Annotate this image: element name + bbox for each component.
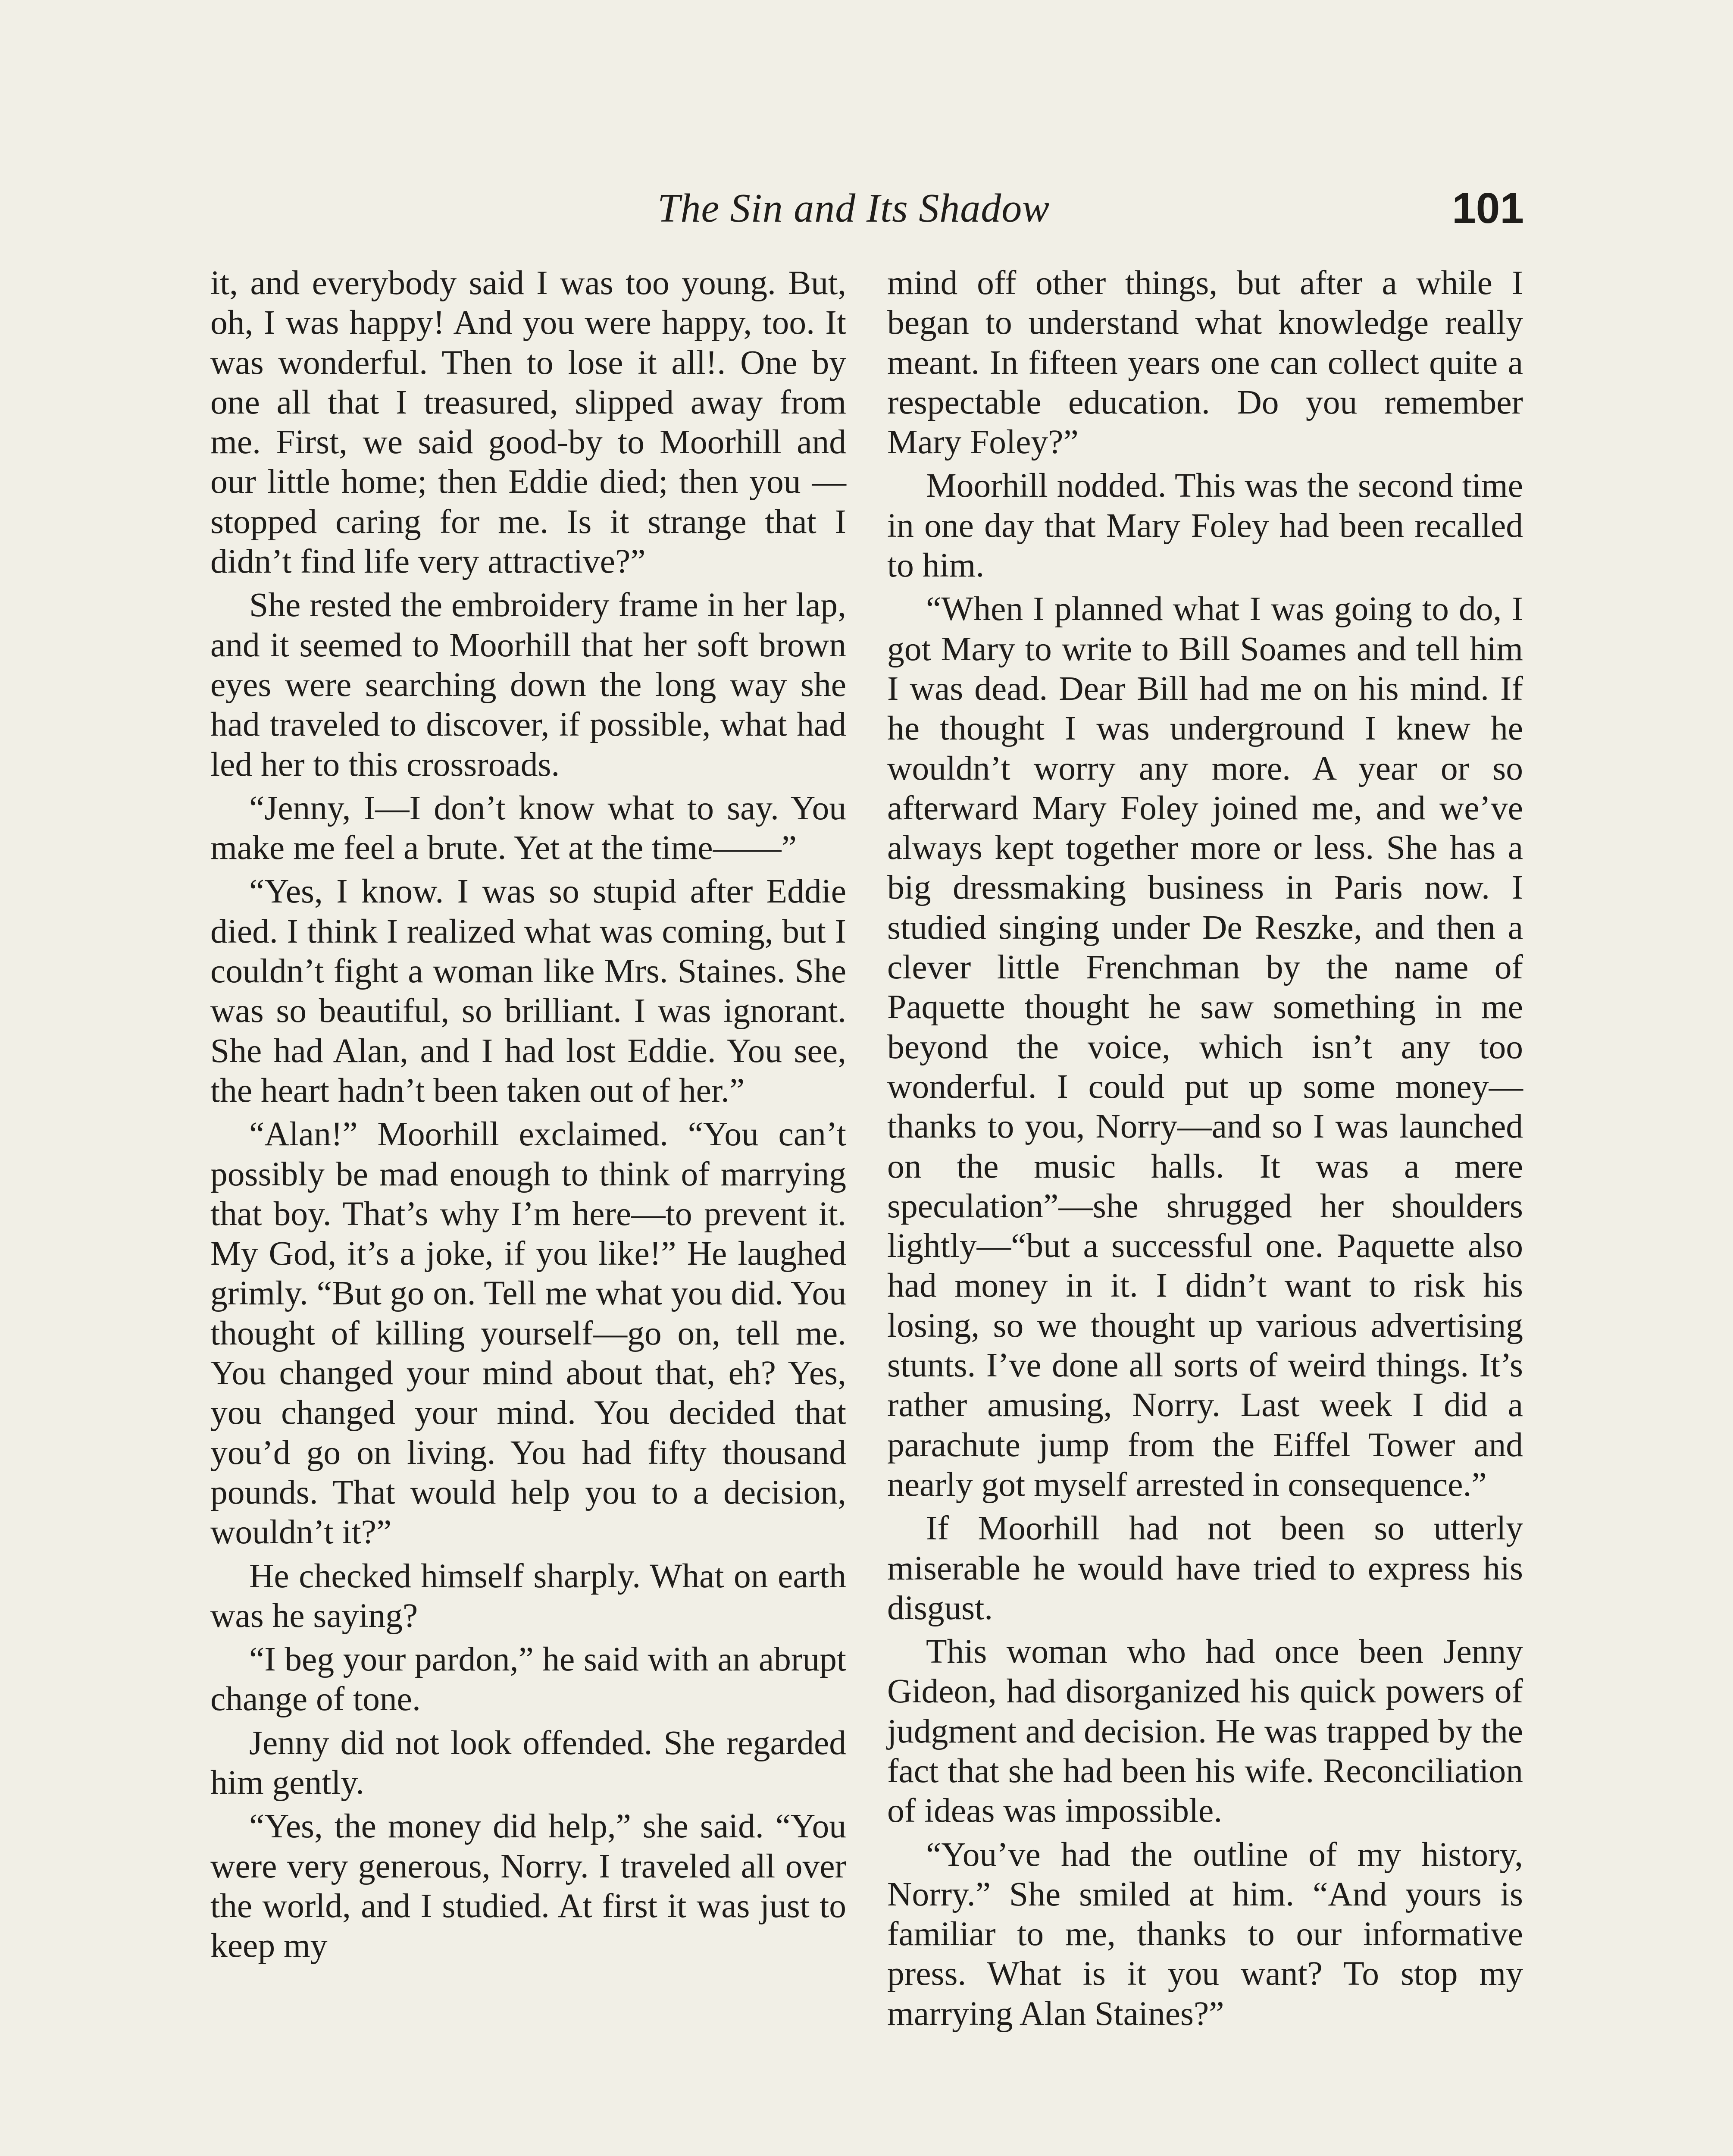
left-column bbox=[210, 263, 846, 1969]
page-number: 101 bbox=[1452, 184, 1524, 232]
paragraph: This woman who had once been Jenny Gideon, had disorganized his quick powers of judgment and decision. He was trapped by the fact that she had been his wife. Reconciliation of ideas was impossible. bbox=[887, 1633, 1523, 1830]
running-title: The Sin and Its Shadow bbox=[657, 186, 1050, 231]
paragraph: Moorhill nodded. This was the second time in one day that Mary Foley had been recalled to him. bbox=[887, 467, 1523, 585]
paragraph: Jenny did not look offended. She regarded him gently. bbox=[210, 1724, 846, 1802]
paragraph: “When I planned what I was going to do, I got Mary to write to Bill Soames and tell him I was dead. Dear Bill had me on his mind. If he thought I was underground I knew he wouldn’t worry any more. A year or so afterward Mary Foley joined me, and we’ve always kept together more or less. She has a big dressmaking business in Paris now. I studied singing under De Reszke, and then a clever little Frenchman by the name of Paquette thought he saw something in me beyond the voice, which isn’t any too wonderful. I could put up some money—thanks to you, Norry—and so I was launched on the music halls. It was a mere speculation”—she shrugged her shoulders lightly—“but a successful one. Paquette also had money in it. I didn’t want to risk his losing, so we thought up various advertising stunts. I’ve done all sorts of weird things. It’s rather amusing, Norry. Last week I did a parachute jump from the Eiffel Tower and nearly got myself arrested in consequence.” bbox=[887, 590, 1523, 1504]
paragraph: “You’ve had the outline of my history, Norry.” She smiled at him. “And yours is familiar to me, thanks to our informative press. What is it you want? To stop my marrying Alan Staines?” bbox=[887, 1835, 1523, 2033]
paragraph: it, and everybody said I was too young. But, oh, I was happy! And you were happy, too. It was wonderful. Then to lose it all!. One by one all that I treasured, slipped away from me. First, we said good-by to Moorhill and our little home; then Eddie died; then you —stopped caring for me. Is it strange that I didn’t find life very attractive?” bbox=[210, 264, 846, 581]
paragraph: She rested the embroidery frame in her lap, and it seemed to Moorhill that her soft brown eyes were searching down the long way she had traveled to discover, if possible, what had led her to this crossroads. bbox=[210, 586, 846, 783]
paragraph: “Jenny, I—I don’t know what to say. You make me feel a brute. Yet at the time——” bbox=[210, 789, 846, 867]
paragraph: “Yes, I know. I was so stupid after Eddie died. I think I realized what was coming, but I couldn’t fight a woman like Mrs. Staines. She was so beautiful, so brilliant. I was ignorant. She had Alan, and I had lost Eddie. You see, the heart hadn’t been taken out of her.” bbox=[210, 872, 846, 1109]
paragraph: “I beg your pardon,” he said with an abrupt change of tone. bbox=[210, 1640, 846, 1718]
paragraph: “Yes, the money did help,” she said. “You were very generous, Norry. I traveled all over the world, and I studied. At first it was just to keep my bbox=[210, 1807, 846, 1965]
right-column bbox=[887, 263, 1523, 2037]
paragraph: He checked himself sharply. What on earth was he saying? bbox=[210, 1557, 846, 1635]
paragraph: If Moorhill had not been so utterly miserable he would have tried to express his disgust. bbox=[887, 1509, 1523, 1627]
paragraph: “Alan!” Moorhill exclaimed. “You can’t possibly be mad enough to think of marrying that boy. That’s why I’m here—to prevent it. My God, it’s a joke, if you like!” He laughed grimly. “But go on. Tell me what you did. You thought of killing yourself—go on, tell me. You changed your mind about that, eh? Yes, you changed your mind. You decided that you’d go on living. You had fifty thousand pounds. That would help you to a decision, wouldn’t it?” bbox=[210, 1115, 846, 1551]
paragraph: mind off other things, but after a while I began to understand what knowledge really meant. In fifteen years one can collect quite a respectable education. Do you remember Mary Foley?” bbox=[887, 264, 1523, 461]
page-header bbox=[209, 180, 1524, 236]
